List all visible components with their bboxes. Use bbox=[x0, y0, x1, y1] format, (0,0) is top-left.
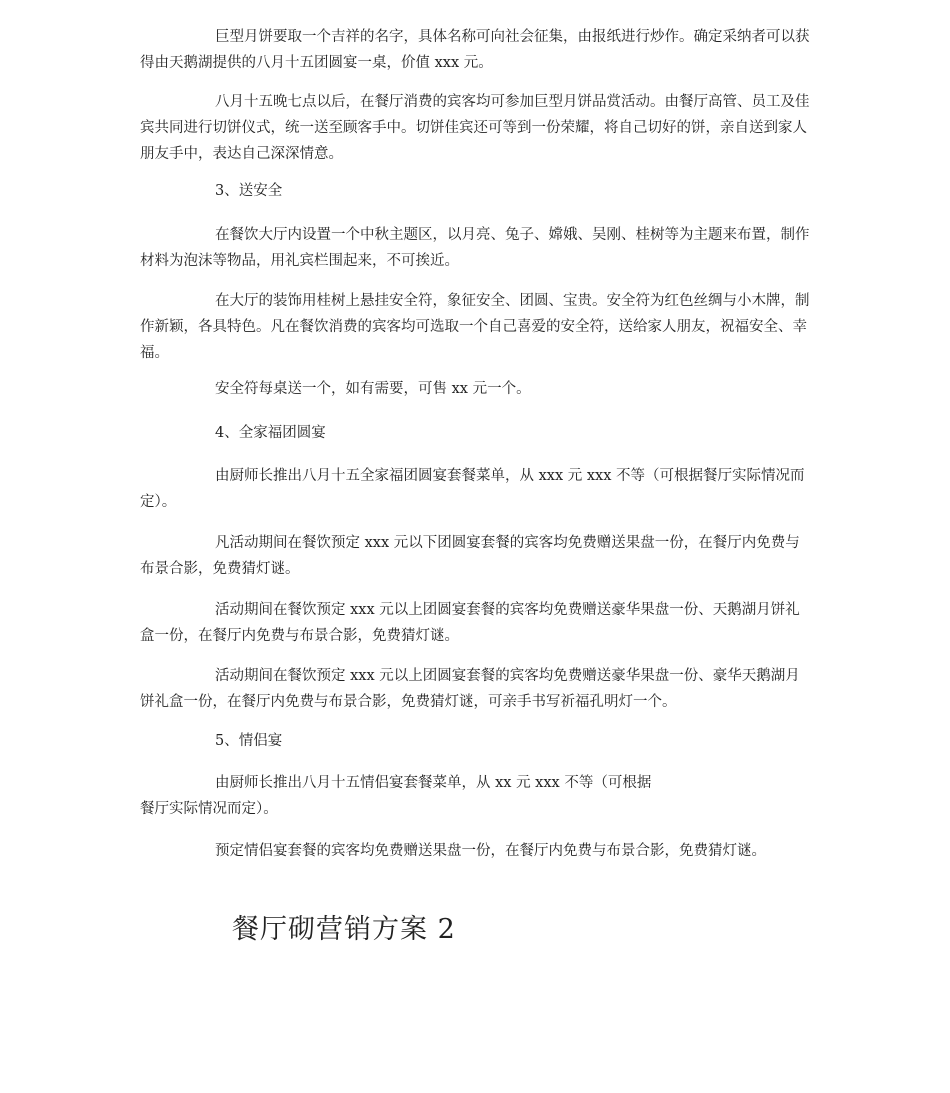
heading-couple-banquet: 5、情侣宴 bbox=[215, 733, 283, 749]
paragraph-premium-offer: 活动期间在餐饮预定 xxx 元以上团圆宴套餐的宾客均免费赠送豪华果盘一份、豪华天鹅湖月饼礼盒一份，在餐厅内免费与布景合影，免费猜灯谜，可亲手书写祈福孔明灯一个。 bbox=[140, 668, 800, 710]
paragraph-mooncake-event: 八月十五晚七点以后，在餐厅消费的宾客均可参加巨型月饼品赏活动。由餐厅高管、员工及佳宾共同进行切饼仪式，统一送至顾客手中。切饼佳宾还可等到一份荣耀，将自己切好的饼，亲自送到家人朋友手中，表达自己深深情意。 bbox=[140, 94, 810, 162]
heading-family-banquet: 4、全家福团圆宴 bbox=[215, 425, 326, 441]
paragraph-mooncake-name: 巨型月饼要取一个吉祥的名字，具体名称可向社会征集，由报纸进行炒作。确定采纳者可以获得由天鹅湖提供的八月十五团圆宴一桌，价值 xxx 元。 bbox=[140, 29, 810, 71]
paragraph-safety-charm: 在大厅的装饰用桂树上悬挂安全符，象征安全、团圆、宝贵。安全符为红色丝绸与小木牌，制作新颖，各具特色。凡在餐饮消费的宾客均可选取一个自己喜爱的安全符，送给家人朋友，祝福安全、幸福。 bbox=[140, 293, 810, 361]
paragraph-family-menu: 由厨师长推出八月十五全家福团圆宴套餐菜单，从 xxx 元 xxx 不等（可根据餐厅实际情况而定）。 bbox=[140, 468, 805, 510]
paragraph-above-price-offer: 活动期间在餐饮预定 xxx 元以上团圆宴套餐的宾客均免费赠送豪华果盘一份、天鹅湖月饼礼盒一份，在餐厅内免费与布景合影，免费猜灯谜。 bbox=[140, 602, 800, 644]
section-title: 餐厅砌营销方案 2 bbox=[232, 914, 456, 945]
paragraph-theme-area: 在餐饮大厅内设置一个中秋主题区，以月亮、兔子、嫦娥、吴刚、桂树等为主题来布置，制作材料为泡沫等物品，用礼宾栏围起来，不可挨近。 bbox=[140, 227, 810, 269]
paragraph-below-price-offer: 凡活动期间在餐饮预定 xxx 元以下团圆宴套餐的宾客均免费赠送果盘一份，在餐厅内免费与布景合影，免费猜灯谜。 bbox=[140, 535, 800, 577]
paragraph-couple-offer: 预定情侣宴套餐的宾客均免费赠送果盘一份，在餐厅内免费与布景合影，免费猜灯谜。 bbox=[215, 843, 766, 859]
paragraph-charm-per-table: 安全符每桌送一个，如有需要，可售 xx 元一个。 bbox=[215, 381, 531, 397]
paragraph-couple-menu: 由厨师长推出八月十五情侣宴套餐菜单，从 xx 元 xxx 不等（可根据 餐厅实际情况而定）。 bbox=[140, 775, 652, 817]
heading-send-safety: 3、送安全 bbox=[215, 183, 283, 199]
